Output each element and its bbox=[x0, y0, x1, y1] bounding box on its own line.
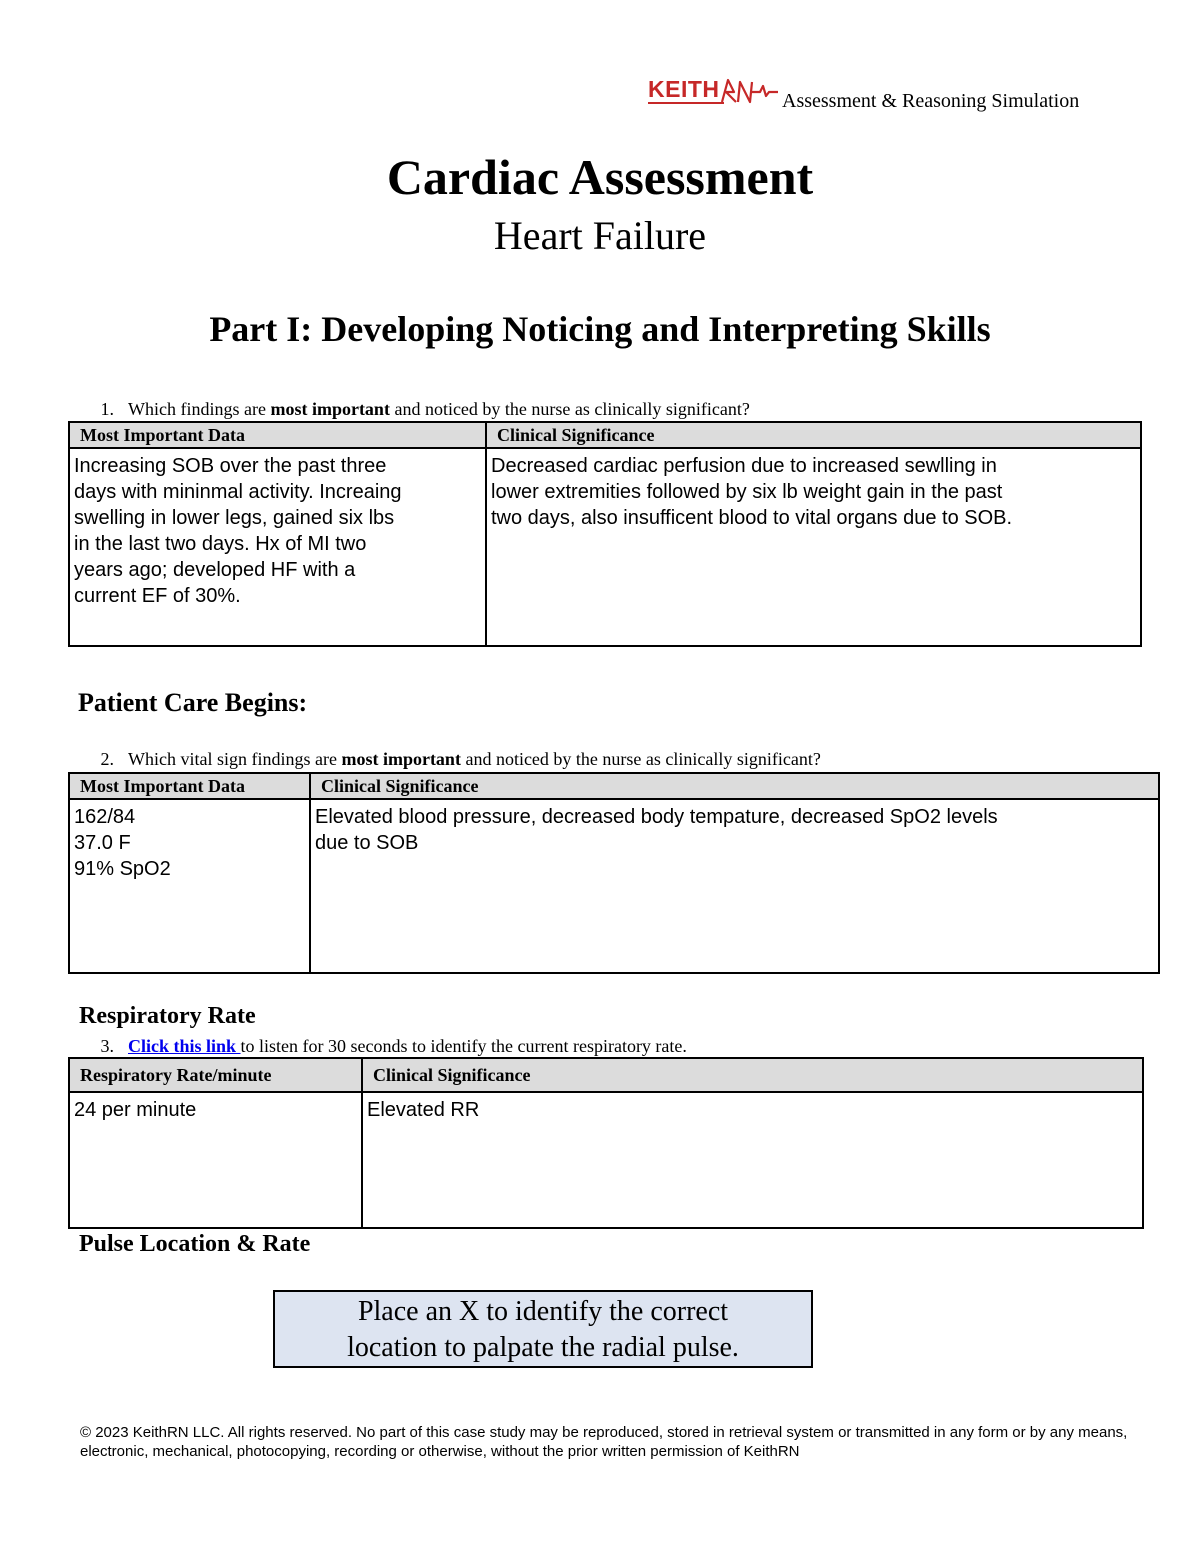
pulse-heading: Pulse Location & Rate bbox=[79, 1231, 311, 1257]
question-3: 3. Click this link to listen for 30 seconds to identify the current respiratory rate. bbox=[82, 1036, 687, 1057]
part-heading: Part I: Developing Noticing and Interpreting Skills bbox=[209, 309, 991, 349]
table-header: Clinical Significance bbox=[310, 773, 1159, 799]
most-important-data-cell[interactable]: Increasing SOB over the past three days with mininmal activity. Increaing swelling in lower legs, gained six lbs in the last two days. Hx of MI two years ago; developed HF with a current EF of 30%. bbox=[69, 448, 486, 646]
tagline: Assessment & Reasoning Simulation bbox=[782, 90, 1080, 112]
table-header: Clinical Significance bbox=[486, 422, 1141, 448]
table-header: Most Important Data bbox=[69, 422, 486, 448]
question-number: 1. bbox=[100, 399, 114, 419]
question-1: 1. Which findings are most important and noticed by the nurse as clinically significant? bbox=[82, 399, 750, 420]
copyright-footer: © 2023 KeithRN LLC. All rights reserved. No part of this case study may be reproduced, stored in retrieval system or transmitted in any form or by any means, electronic, mechanical, photocopying, recording or otherwise, without the prior written permission of KeithRN bbox=[80, 1424, 1128, 1460]
rn-heartbeat-icon bbox=[720, 78, 780, 106]
table-header: Clinical Significance bbox=[362, 1058, 1143, 1092]
table-header: Respiratory Rate/minute bbox=[69, 1058, 362, 1092]
page-title: Cardiac Assessment bbox=[386, 149, 814, 205]
vital-data-cell[interactable]: 162/84 37.0 F 91% SpO2 bbox=[69, 799, 310, 973]
page-subtitle: Heart Failure bbox=[493, 213, 707, 258]
pulse-instruction-callout bbox=[273, 1290, 813, 1368]
keithrn-logo: KEITH bbox=[648, 76, 720, 103]
question-2: 2. Which vital sign findings are most important and noticed by the nurse as clinically significant? bbox=[82, 749, 821, 770]
vital-signs-table bbox=[68, 772, 1160, 974]
table-header: Most Important Data bbox=[69, 773, 310, 799]
respiratory-significance-cell[interactable]: Elevated RR bbox=[362, 1092, 1143, 1228]
findings-table bbox=[68, 421, 1142, 647]
vital-significance-cell[interactable]: Elevated blood pressure, decreased body tempature, decreased SpO2 levels due to SOB bbox=[310, 799, 1159, 973]
clinical-significance-cell[interactable]: Decreased cardiac perfusion due to increased sewlling in lower extremities followed by six lb weight gain in the past two days, also insufficent blood to vital organs due to SOB. bbox=[486, 448, 1141, 646]
patient-care-heading: Patient Care Begins: bbox=[78, 688, 308, 717]
respiratory-table bbox=[68, 1057, 1144, 1229]
respiratory-rate-cell[interactable]: 24 per minute bbox=[69, 1092, 362, 1228]
listen-link[interactable]: Click this link bbox=[128, 1036, 241, 1056]
question-number: 2. bbox=[100, 749, 114, 769]
respiratory-heading: Respiratory Rate bbox=[79, 1003, 256, 1029]
callout-text: Place an X to identify the correct location to palpate the radial pulse. bbox=[347, 1296, 739, 1363]
question-number: 3. bbox=[100, 1036, 114, 1056]
